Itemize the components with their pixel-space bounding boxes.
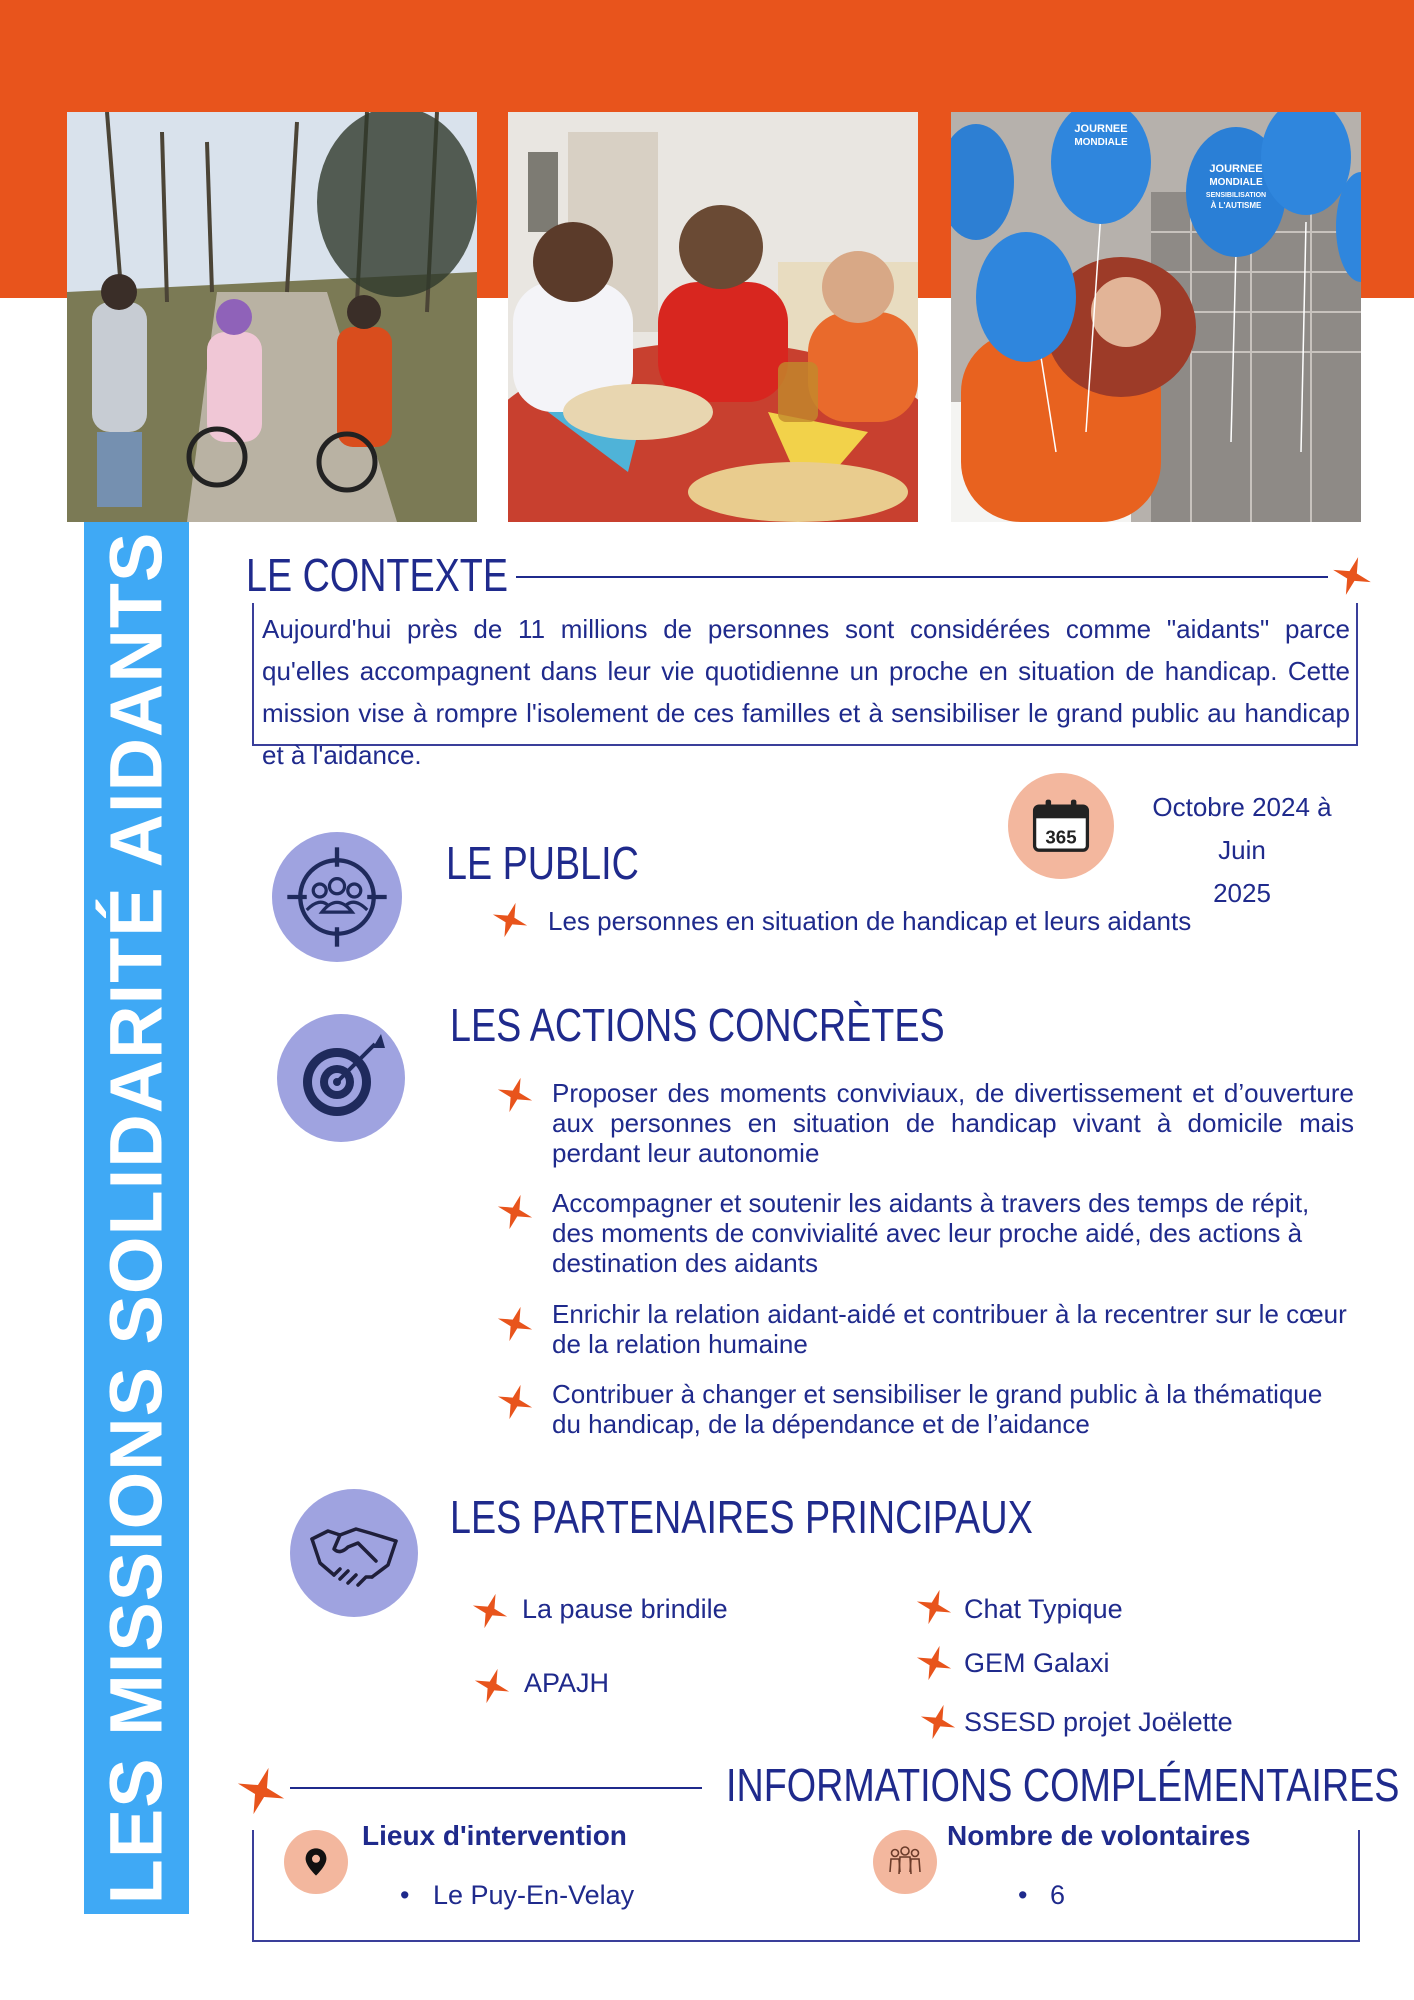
photo-walk-wheelchairs	[67, 112, 477, 522]
partner-item-1: La pause brindile	[522, 1594, 728, 1624]
context-title-rule	[516, 576, 1328, 578]
location-value: Le Puy-En-Velay	[433, 1880, 635, 1910]
partner-item-5: SSESD projet Joëlette	[964, 1707, 1233, 1737]
star-icon	[495, 1192, 535, 1232]
star-icon	[1330, 554, 1374, 598]
location-heading: Lieux d'intervention	[362, 1820, 627, 1851]
balloon-text-1: JOURNEE	[1074, 123, 1128, 135]
target-audience-icon	[283, 843, 391, 951]
star-icon	[918, 1702, 958, 1742]
balloon-text-4: MONDIALE	[1209, 177, 1263, 188]
partners-circle	[290, 1489, 418, 1617]
partner-item-3: Chat Typique	[964, 1594, 1123, 1624]
public-item: Les personnes en situation de handicap et leurs aidants	[548, 906, 1192, 936]
action-item-4: Contribuer à changer et sensibiliser le grand public à la thématique du handicap, de la dépendance et de l’aidance	[552, 1379, 1323, 1439]
location-bullet: •	[400, 1880, 410, 1910]
action-item-2: Accompagner et soutenir les aidants à travers des temps de répit, des moments de convivialité avec leur proche aidé, des actions à destination des aidants	[552, 1188, 1310, 1278]
volunteers-bullet: •	[1018, 1880, 1028, 1910]
info-title-rule	[290, 1787, 702, 1789]
calendar-icon	[1028, 793, 1094, 859]
balloon-text-5: SENSIBILISATION	[1205, 192, 1267, 199]
photo-balloons-illustration	[951, 112, 1361, 522]
partner-item-4: GEM Galaxi	[964, 1648, 1110, 1678]
actions-circle	[277, 1014, 405, 1142]
volunteers-group-icon	[885, 1842, 925, 1882]
star-icon	[495, 1304, 535, 1344]
date-range	[1128, 786, 1356, 915]
handshake-icon	[304, 1503, 404, 1603]
star-icon	[914, 1587, 954, 1627]
location-pin-icon	[300, 1846, 332, 1878]
balloon-text-6: À L'AUTISME	[1210, 201, 1262, 210]
action-item-3: Enrichir la relation aidant-aidé et contribuer à la recentrer sur le cœur de la relation humaine	[552, 1299, 1347, 1359]
photo-meal-illustration	[508, 112, 918, 522]
date-range-line1: Octobre 2024 à Juin	[1152, 792, 1332, 865]
photo-meal-table	[508, 112, 918, 522]
info-title: INFORMATIONS COMPLÉMENTAIRES	[726, 1759, 1400, 1811]
star-icon	[490, 900, 530, 940]
partners-title: LES PARTENAIRES PRINCIPAUX	[450, 1491, 1033, 1543]
calendar-label: 365	[1045, 826, 1077, 848]
calendar-circle	[1008, 773, 1114, 879]
star-icon	[234, 1764, 288, 1818]
partner-item-2: APAJH	[524, 1668, 610, 1698]
location-circle	[284, 1830, 348, 1894]
actions-title: LES ACTIONS CONCRÈTES	[450, 999, 945, 1051]
public-title: LE PUBLIC	[446, 837, 639, 889]
public-circle	[272, 832, 402, 962]
bullseye-icon	[291, 1028, 391, 1128]
star-icon	[472, 1666, 512, 1706]
star-icon	[914, 1643, 954, 1683]
balloon-text-2: MONDIALE	[1074, 137, 1128, 148]
star-icon	[470, 1591, 510, 1631]
context-text: Aujourd'hui près de 11 millions de personnes sont considérées comme "aidants" parce qu'elles accompagnent dans leur vie quotidienne un proche en situation de handicap. Cette mission vise à rompre l'isolement de ces familles et à sensibiliser le grand public au handicap et à l'aidance.	[262, 614, 1350, 770]
photo-blue-balloons	[951, 112, 1361, 522]
volunteers-heading: Nombre de volontaires	[947, 1820, 1251, 1851]
volunteers-circle	[873, 1830, 937, 1894]
photo-walk-illustration	[67, 112, 477, 522]
vertical-title: LES MISSIONS SOLIDARITÉ AIDANTS	[94, 531, 178, 1905]
action-item-1: Proposer des moments conviviaux, de divertissement et d’ouverture aux personnes en situation de handicap vivant à domicile mais perdant leur autonomie	[552, 1078, 1354, 1168]
star-icon	[495, 1075, 535, 1115]
date-range-line2: 2025	[1213, 878, 1271, 908]
context-title: LE CONTEXTE	[246, 549, 509, 601]
balloon-text-3: JOURNEE	[1209, 163, 1263, 175]
volunteers-value: 6	[1050, 1880, 1066, 1910]
star-icon	[495, 1382, 535, 1422]
